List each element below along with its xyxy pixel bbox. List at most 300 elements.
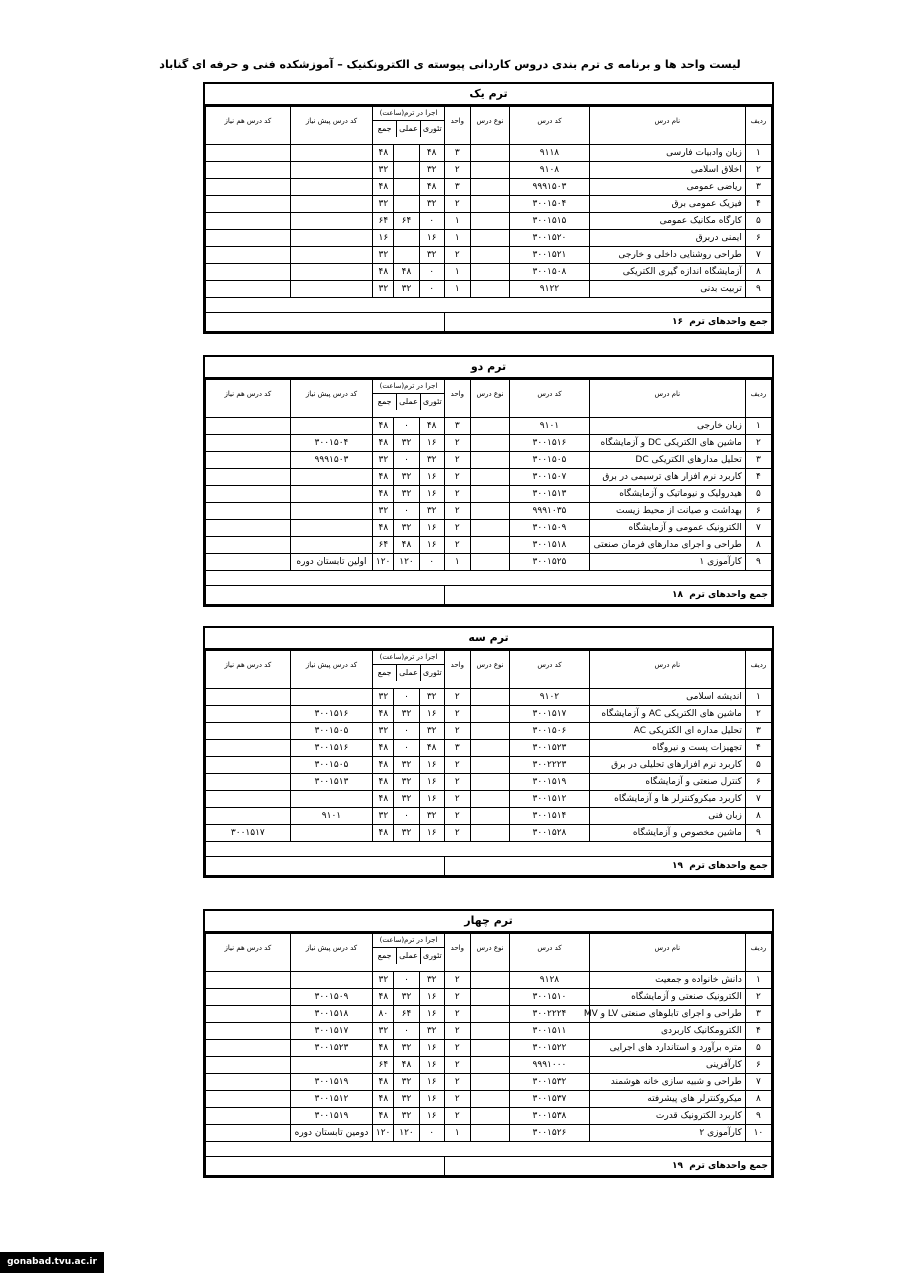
course-type <box>470 1057 509 1074</box>
prereq-code <box>290 791 373 808</box>
theory-hours: ۱۶ <box>419 537 444 554</box>
header-row <box>206 107 772 145</box>
coreq-code <box>206 554 291 571</box>
table-row <box>206 435 772 452</box>
practical-hours: ۳۲ <box>394 757 419 774</box>
course-code: ۳۰۰۱۵۰۷ <box>510 469 590 486</box>
course-table <box>205 379 772 605</box>
course-units: ۱ <box>444 213 470 230</box>
practical-hours: ۳۲ <box>394 1074 419 1091</box>
course-name: زبان خارجی <box>589 418 745 435</box>
coreq-code <box>206 1091 291 1108</box>
course-type <box>470 418 509 435</box>
header-exec-hours <box>373 651 444 689</box>
prereq-code <box>290 469 373 486</box>
row-number: ۶ <box>745 1057 771 1074</box>
theory-hours: ۱۶ <box>419 469 444 486</box>
coreq-code <box>206 196 291 213</box>
practical-hours: ۴۸ <box>394 537 419 554</box>
prereq-code <box>290 486 373 503</box>
table-row <box>206 1040 772 1057</box>
practical-hours: ۰ <box>394 808 419 825</box>
course-code: ۹۹۹۱۰۰۰ <box>510 1057 590 1074</box>
theory-hours: ۱۶ <box>419 1057 444 1074</box>
course-code: ۳۰۰۲۲۲۳ <box>510 757 590 774</box>
table-row <box>206 196 772 213</box>
total-row-empty <box>206 313 445 332</box>
course-type <box>470 554 509 571</box>
course-name: ماشین های الکتریکی DC و آزمایشگاه <box>589 435 745 452</box>
total-units-cell <box>444 857 771 876</box>
header-course-type: نوع درس <box>470 651 509 689</box>
total-row-empty <box>206 586 445 605</box>
theory-hours: ۱۶ <box>419 825 444 842</box>
table-row <box>206 706 772 723</box>
course-units: ۲ <box>444 469 470 486</box>
course-type <box>470 774 509 791</box>
practical-hours: ۴۸ <box>394 264 419 281</box>
total-units-label: جمع واحدهای ترم <box>689 316 768 327</box>
course-name: الکترونیک عمومی و آزمایشگاه <box>589 520 745 537</box>
table-row <box>206 689 772 706</box>
header-theory: تئوری <box>420 665 444 681</box>
total-hours: ۳۲ <box>373 689 394 706</box>
course-name: کاربرد الکترونیک قدرت <box>589 1108 745 1125</box>
course-units: ۲ <box>444 452 470 469</box>
semester-title: ترم چهار <box>205 911 772 933</box>
course-name: اخلاق اسلامی <box>589 162 745 179</box>
course-type <box>470 1040 509 1057</box>
course-name: کارآفرینی <box>589 1057 745 1074</box>
header-exec-hours <box>373 380 444 418</box>
course-code: ۹۱۲۲ <box>510 281 590 298</box>
row-number: ۵ <box>745 213 771 230</box>
row-number: ۶ <box>745 230 771 247</box>
total-hours: ۴۸ <box>373 179 394 196</box>
prereq-code: ۳۰۰۱۵۱۹ <box>290 1108 373 1125</box>
coreq-code <box>206 145 291 162</box>
table-row <box>206 537 772 554</box>
coreq-code <box>206 723 291 740</box>
total-hours: ۴۸ <box>373 145 394 162</box>
table-row <box>206 247 772 264</box>
table-row <box>206 179 772 196</box>
coreq-code <box>206 469 291 486</box>
course-name: طراحی و اجرای مدارهای فرمان صنعتی <box>589 537 745 554</box>
theory-hours: ۳۲ <box>419 808 444 825</box>
total-hours: ۴۸ <box>373 1108 394 1125</box>
theory-hours: ۱۶ <box>419 486 444 503</box>
total-row <box>206 586 772 605</box>
theory-hours: ۴۸ <box>419 740 444 757</box>
header-course-code: کد درس <box>510 934 590 972</box>
course-name: کارآموزی ۱ <box>589 554 745 571</box>
course-units: ۲ <box>444 1040 470 1057</box>
course-type <box>470 689 509 706</box>
total-units-cell <box>444 313 771 332</box>
course-name: کنترل صنعتی و آزمایشگاه <box>589 774 745 791</box>
course-name: کاربرد نرم افزار های ترسیمی در برق <box>589 469 745 486</box>
prereq-code: ۳۰۰۱۵۱۶ <box>290 740 373 757</box>
course-units: ۳ <box>444 740 470 757</box>
header-prereq: کد درس پیش نیاز <box>290 107 373 145</box>
theory-hours: ۳۲ <box>419 972 444 989</box>
course-name: بهداشت و صیانت از محیط زیست <box>589 503 745 520</box>
practical-hours: ۳۲ <box>394 1108 419 1125</box>
course-code: ۳۰۰۱۵۱۲ <box>510 791 590 808</box>
page-title: لیست واحد ها و برنامه ی ترم بندی دروس کاردانی پیوسته ی الکترونکنیک – آموزشکده فنی و حرفه ای گناباد <box>159 58 741 71</box>
coreq-code <box>206 1125 291 1142</box>
course-name: میکروکنترلر های پیشرفته <box>589 1091 745 1108</box>
row-number: ۸ <box>745 264 771 281</box>
total-hours: ۳۲ <box>373 1023 394 1040</box>
row-number: ۲ <box>745 706 771 723</box>
course-type <box>470 503 509 520</box>
total-hours: ۳۲ <box>373 281 394 298</box>
course-code: ۳۰۰۱۵۳۸ <box>510 1108 590 1125</box>
header-course-type: نوع درس <box>470 380 509 418</box>
prereq-code: ۳۰۰۱۵۱۸ <box>290 1006 373 1023</box>
header-practical: عملی <box>396 948 420 964</box>
header-coreq: کد درس هم نیاز <box>206 380 291 418</box>
course-name: متره برآورد و استاندارد های اجرایی <box>589 1040 745 1057</box>
row-number: ۵ <box>745 486 771 503</box>
theory-hours: ۳۲ <box>419 689 444 706</box>
course-code: ۳۰۰۱۵۰۵ <box>510 452 590 469</box>
prereq-code: ۳۰۰۱۵۱۷ <box>290 1023 373 1040</box>
course-type <box>470 808 509 825</box>
course-type <box>470 145 509 162</box>
total-row <box>206 857 772 876</box>
semester-table-2 <box>203 355 774 607</box>
course-name: ماشین مخصوص و آزمایشگاه <box>589 825 745 842</box>
course-type <box>470 469 509 486</box>
blank-row <box>206 842 772 857</box>
practical-hours: ۰ <box>394 740 419 757</box>
prereq-code: ۳۰۰۱۵۰۵ <box>290 723 373 740</box>
coreq-code <box>206 740 291 757</box>
row-number: ۱ <box>745 972 771 989</box>
course-code: ۳۰۰۱۵۱۸ <box>510 537 590 554</box>
practical-hours: ۶۴ <box>394 213 419 230</box>
theory-hours: ۳۲ <box>419 723 444 740</box>
course-type <box>470 1023 509 1040</box>
prereq-code: ۳۰۰۱۵۰۴ <box>290 435 373 452</box>
course-type <box>470 1091 509 1108</box>
coreq-code: ۳۰۰۱۵۱۷ <box>206 825 291 842</box>
total-units-value: ۱۹ <box>671 860 683 871</box>
table-row <box>206 418 772 435</box>
practical-hours: ۰ <box>394 1023 419 1040</box>
coreq-code <box>206 972 291 989</box>
total-row-empty <box>206 857 445 876</box>
header-exec-title: اجرا در ترم(ساعت) <box>373 934 443 948</box>
coreq-code <box>206 1040 291 1057</box>
course-code: ۳۰۰۱۵۰۴ <box>510 196 590 213</box>
course-units: ۲ <box>444 825 470 842</box>
course-units: ۲ <box>444 1091 470 1108</box>
table-row <box>206 1023 772 1040</box>
course-units: ۲ <box>444 196 470 213</box>
header-prereq: کد درس پیش نیاز <box>290 651 373 689</box>
table-row <box>206 808 772 825</box>
course-code: ۳۰۰۱۵۱۱ <box>510 1023 590 1040</box>
coreq-code <box>206 1057 291 1074</box>
practical-hours: ۳۲ <box>394 1091 419 1108</box>
coreq-code <box>206 1074 291 1091</box>
header-row-number: ردیف <box>745 107 771 145</box>
prereq-code: ۹۹۹۱۵۰۳ <box>290 452 373 469</box>
practical-hours <box>394 196 419 213</box>
practical-hours: ۰ <box>394 689 419 706</box>
total-row <box>206 1157 772 1176</box>
prereq-code: ۳۰۰۱۵۰۹ <box>290 989 373 1006</box>
table-row <box>206 554 772 571</box>
course-units: ۲ <box>444 1074 470 1091</box>
table-row <box>206 1125 772 1142</box>
prereq-code <box>290 972 373 989</box>
table-row <box>206 757 772 774</box>
table-row <box>206 145 772 162</box>
course-type <box>470 537 509 554</box>
course-code: ۳۰۰۱۵۲۱ <box>510 247 590 264</box>
practical-hours: ۱۲۰ <box>394 1125 419 1142</box>
course-type <box>470 281 509 298</box>
table-row <box>206 774 772 791</box>
course-type <box>470 486 509 503</box>
total-hours: ۴۸ <box>373 469 394 486</box>
coreq-code <box>206 247 291 264</box>
total-hours: ۱۶ <box>373 230 394 247</box>
theory-hours: ۱۶ <box>419 1006 444 1023</box>
table-row <box>206 213 772 230</box>
course-units: ۲ <box>444 537 470 554</box>
semester-table-4 <box>203 909 774 1178</box>
course-type <box>470 972 509 989</box>
course-units: ۲ <box>444 989 470 1006</box>
header-course-name: نام درس <box>589 934 745 972</box>
coreq-code <box>206 179 291 196</box>
course-code: ۳۰۰۱۵۳۷ <box>510 1091 590 1108</box>
total-units-label: جمع واحدهای ترم <box>689 1160 768 1171</box>
row-number: ۸ <box>745 537 771 554</box>
coreq-code <box>206 791 291 808</box>
coreq-code <box>206 452 291 469</box>
theory-hours: ۳۲ <box>419 162 444 179</box>
course-code: ۹۹۹۱۵۰۳ <box>510 179 590 196</box>
practical-hours: ۳۲ <box>394 706 419 723</box>
course-type <box>470 520 509 537</box>
course-code: ۳۰۰۱۵۰۸ <box>510 264 590 281</box>
header-course-name: نام درس <box>589 107 745 145</box>
practical-hours: ۰ <box>394 723 419 740</box>
course-code: ۹۱۰۱ <box>510 418 590 435</box>
practical-hours: ۰ <box>394 418 419 435</box>
theory-hours: ۱۶ <box>419 791 444 808</box>
prereq-code <box>290 264 373 281</box>
row-number: ۳ <box>745 1006 771 1023</box>
theory-hours: ۱۶ <box>419 989 444 1006</box>
theory-hours: ۱۶ <box>419 1108 444 1125</box>
row-number: ۵ <box>745 757 771 774</box>
theory-hours: ۴۸ <box>419 179 444 196</box>
prereq-code <box>290 162 373 179</box>
total-units-cell <box>444 1157 771 1176</box>
blank-row <box>206 298 772 313</box>
practical-hours: ۰ <box>394 503 419 520</box>
header-exec-title: اجرا در ترم(ساعت) <box>373 107 443 121</box>
total-hours: ۱۲۰ <box>373 554 394 571</box>
prereq-code: ۳۰۰۱۵۱۶ <box>290 706 373 723</box>
course-type <box>470 264 509 281</box>
course-type <box>470 196 509 213</box>
theory-hours: ۰ <box>419 281 444 298</box>
row-number: ۸ <box>745 808 771 825</box>
theory-hours: ۰ <box>419 213 444 230</box>
table-row <box>206 1006 772 1023</box>
practical-hours: ۳۲ <box>394 435 419 452</box>
prereq-code <box>290 537 373 554</box>
prereq-code <box>290 247 373 264</box>
course-units: ۲ <box>444 972 470 989</box>
coreq-code <box>206 757 291 774</box>
blank-row <box>206 1142 772 1157</box>
course-units: ۱ <box>444 230 470 247</box>
practical-hours <box>394 247 419 264</box>
total-hours: ۴۸ <box>373 825 394 842</box>
course-type <box>470 230 509 247</box>
theory-hours: ۳۲ <box>419 452 444 469</box>
header-course-code: کد درس <box>510 651 590 689</box>
course-type <box>470 452 509 469</box>
header-theory: تئوری <box>420 394 444 410</box>
header-theory: تئوری <box>420 121 444 137</box>
course-units: ۲ <box>444 723 470 740</box>
row-number: ۸ <box>745 1091 771 1108</box>
total-hours: ۶۴ <box>373 1057 394 1074</box>
total-hours: ۴۸ <box>373 1091 394 1108</box>
prereq-code <box>290 418 373 435</box>
table-row <box>206 230 772 247</box>
course-type <box>470 1125 509 1142</box>
table-row <box>206 469 772 486</box>
theory-hours: ۱۶ <box>419 230 444 247</box>
course-code: ۹۱۰۲ <box>510 689 590 706</box>
course-type <box>470 213 509 230</box>
coreq-code <box>206 1108 291 1125</box>
row-number: ۳ <box>745 179 771 196</box>
total-hours: ۶۴ <box>373 537 394 554</box>
course-type <box>470 1006 509 1023</box>
total-hours: ۴۸ <box>373 435 394 452</box>
practical-hours: ۳۲ <box>394 791 419 808</box>
practical-hours: ۳۲ <box>394 774 419 791</box>
prereq-code <box>290 145 373 162</box>
coreq-code <box>206 486 291 503</box>
course-code: ۳۰۰۱۵۱۹ <box>510 774 590 791</box>
header-total: جمع <box>377 397 392 406</box>
course-units: ۲ <box>444 791 470 808</box>
total-units-value: ۱۹ <box>671 1160 683 1171</box>
coreq-code <box>206 706 291 723</box>
table-row <box>206 452 772 469</box>
course-units: ۲ <box>444 706 470 723</box>
header-units: واحد <box>444 651 470 689</box>
coreq-code <box>206 264 291 281</box>
course-name: تحلیل مدارهای الکتریکی DC <box>589 452 745 469</box>
semester-title: ترم یک <box>205 84 772 106</box>
header-course-code: کد درس <box>510 380 590 418</box>
header-total: جمع <box>377 951 392 960</box>
course-units: ۲ <box>444 247 470 264</box>
total-hours: ۴۸ <box>373 1074 394 1091</box>
table-row <box>206 972 772 989</box>
practical-hours <box>394 179 419 196</box>
total-row <box>206 313 772 332</box>
header-total: جمع <box>377 668 392 677</box>
total-units-value: ۱۸ <box>671 589 683 600</box>
course-type <box>470 179 509 196</box>
row-number: ۷ <box>745 1074 771 1091</box>
header-exec-hours <box>373 934 444 972</box>
header-row-number: ردیف <box>745 934 771 972</box>
course-name: ریاضی عمومی <box>589 179 745 196</box>
theory-hours: ۱۶ <box>419 435 444 452</box>
course-type <box>470 162 509 179</box>
practical-hours: ۴۸ <box>394 1057 419 1074</box>
site-url[interactable]: gonabad.tvu.ac.ir <box>0 1252 104 1273</box>
header-row-number: ردیف <box>745 380 771 418</box>
prereq-code <box>290 281 373 298</box>
course-name: طراحی و شبیه سازی خانه هوشمند <box>589 1074 745 1091</box>
total-hours: ۱۲۰ <box>373 1125 394 1142</box>
row-number: ۴ <box>745 196 771 213</box>
theory-hours: ۳۲ <box>419 247 444 264</box>
theory-hours: ۱۶ <box>419 1074 444 1091</box>
row-number: ۱ <box>745 689 771 706</box>
total-units-value: ۱۶ <box>671 316 683 327</box>
course-code: ۹۱۰۸ <box>510 162 590 179</box>
course-units: ۲ <box>444 162 470 179</box>
course-type <box>470 435 509 452</box>
total-row-empty <box>206 1157 445 1176</box>
course-code: ۳۰۰۱۵۲۲ <box>510 1040 590 1057</box>
table-row <box>206 989 772 1006</box>
theory-hours: ۳۲ <box>419 196 444 213</box>
course-type <box>470 791 509 808</box>
prereq-code <box>290 213 373 230</box>
theory-hours: ۳۲ <box>419 1023 444 1040</box>
prereq-code: ۳۰۰۱۵۰۵ <box>290 757 373 774</box>
header-row-number: ردیف <box>745 651 771 689</box>
practical-hours: ۳۲ <box>394 825 419 842</box>
coreq-code <box>206 1023 291 1040</box>
theory-hours: ۰ <box>419 1125 444 1142</box>
coreq-code <box>206 503 291 520</box>
row-number: ۶ <box>745 503 771 520</box>
theory-hours: ۱۶ <box>419 1040 444 1057</box>
row-number: ۷ <box>745 791 771 808</box>
practical-hours <box>394 145 419 162</box>
course-name: کاربرد نرم افزارهای تحلیلی در برق <box>589 757 745 774</box>
table-row <box>206 486 772 503</box>
course-table <box>205 106 772 332</box>
prereq-code: ۳۰۰۱۵۱۳ <box>290 774 373 791</box>
header-units: واحد <box>444 107 470 145</box>
practical-hours: ۶۴ <box>394 1006 419 1023</box>
course-name: تربیت بدنی <box>589 281 745 298</box>
course-name: تحلیل مداره ای الکتریکی AC <box>589 723 745 740</box>
